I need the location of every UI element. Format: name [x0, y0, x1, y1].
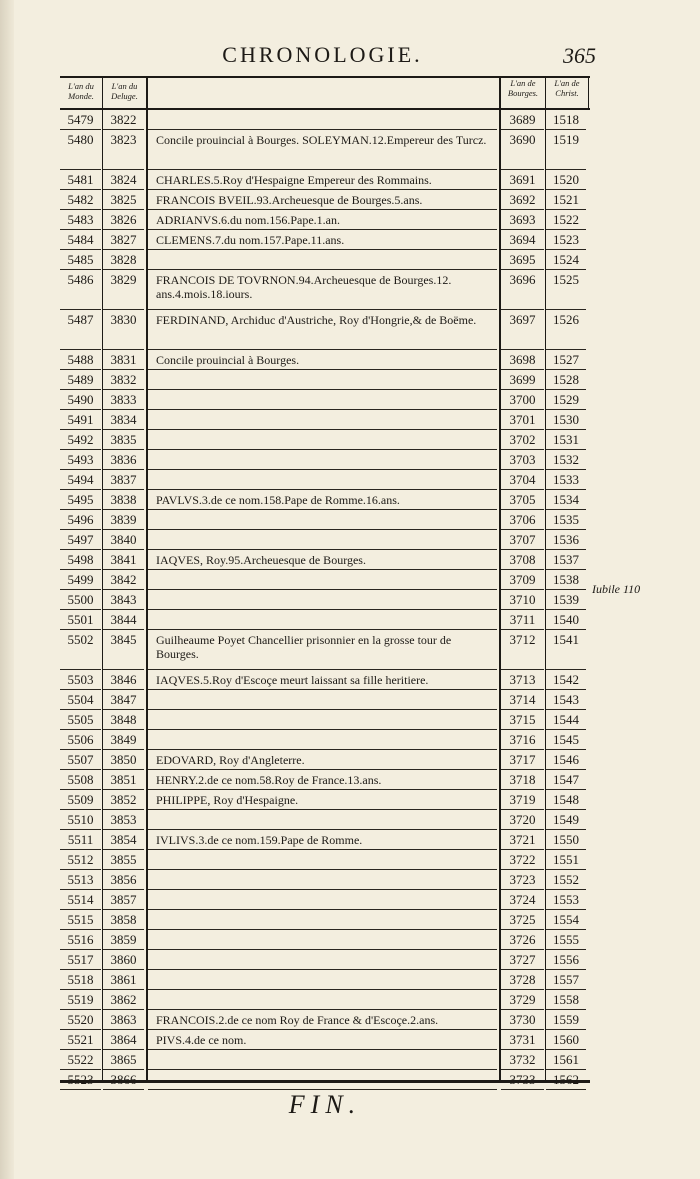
year-christ-cell: 1518 — [546, 110, 586, 130]
table-row — [60, 270, 590, 310]
column-divider — [588, 78, 589, 108]
year-monde-cell: 5483 — [60, 210, 101, 230]
year-deluge-cell: 3847 — [103, 690, 144, 710]
year-deluge-cell: 3853 — [103, 810, 144, 830]
year-christ-cell: 1535 — [546, 510, 586, 530]
year-bourges-cell: 3718 — [501, 770, 544, 790]
table-row — [60, 810, 590, 830]
year-monde-cell: 5502 — [60, 630, 101, 670]
event-cell: IAQVES, Roy.95.Archeuesque de Bourges. — [148, 550, 497, 570]
year-monde-cell: 5522 — [60, 1050, 101, 1070]
event-cell — [148, 250, 497, 270]
table-row — [60, 170, 590, 190]
event-cell: Concile prouincial à Bourges. — [148, 350, 497, 370]
year-bourges-cell: 3725 — [501, 910, 544, 930]
event-cell: CLEMENS.7.du nom.157.Pape.11.ans. — [148, 230, 497, 250]
year-deluge-cell: 3844 — [103, 610, 144, 630]
year-monde-cell: 5486 — [60, 270, 101, 310]
year-christ-cell: 1524 — [546, 250, 586, 270]
event-cell: FERDINAND, Archiduc d'Austriche, Roy d'Hongrie,& de Boëme. — [148, 310, 497, 350]
year-bourges-cell: 3696 — [501, 270, 544, 310]
table-row — [60, 970, 590, 990]
table-row — [60, 390, 590, 410]
table-row — [60, 590, 590, 610]
year-monde-cell: 5497 — [60, 530, 101, 550]
table-row — [60, 1030, 590, 1050]
year-christ-cell: 1522 — [546, 210, 586, 230]
year-deluge-cell: 3849 — [103, 730, 144, 750]
year-monde-cell: 5509 — [60, 790, 101, 810]
event-cell — [148, 1050, 497, 1070]
year-bourges-cell: 3689 — [501, 110, 544, 130]
year-deluge-cell: 3833 — [103, 390, 144, 410]
event-cell — [148, 390, 497, 410]
year-christ-cell: 1548 — [546, 790, 586, 810]
year-christ-cell: 1528 — [546, 370, 586, 390]
table-row — [60, 190, 590, 210]
year-deluge-cell: 3848 — [103, 710, 144, 730]
table-row — [60, 750, 590, 770]
event-cell: IVLIVS.3.de ce nom.159.Pape de Romme. — [148, 830, 497, 850]
year-bourges-cell: 3699 — [501, 370, 544, 390]
page-edge — [0, 0, 14, 1179]
event-cell — [148, 1070, 497, 1090]
table-row — [60, 850, 590, 870]
year-christ-cell: 1553 — [546, 890, 586, 910]
year-bourges-cell: 3701 — [501, 410, 544, 430]
margin-note-jubilee: Iubile 110 — [592, 582, 641, 596]
year-bourges-cell: 3720 — [501, 810, 544, 830]
year-bourges-cell: 3708 — [501, 550, 544, 570]
year-deluge-cell: 3864 — [103, 1030, 144, 1050]
year-monde-cell: 5481 — [60, 170, 101, 190]
header-bourges: L'an de Bourges. — [507, 78, 539, 98]
event-cell — [148, 530, 497, 550]
year-christ-cell: 1519 — [546, 130, 586, 170]
year-bourges-cell: 3729 — [501, 990, 544, 1010]
year-christ-cell: 1521 — [546, 190, 586, 210]
year-deluge-cell: 3866 — [103, 1070, 144, 1090]
year-christ-cell: 1534 — [546, 490, 586, 510]
year-christ-cell: 1541 — [546, 630, 586, 670]
table-row — [60, 910, 590, 930]
year-deluge-cell: 3843 — [103, 590, 144, 610]
year-christ-cell: 1550 — [546, 830, 586, 850]
table-row — [60, 310, 590, 350]
year-bourges-cell: 3722 — [501, 850, 544, 870]
year-bourges-cell: 3733 — [501, 1070, 544, 1090]
year-bourges-cell: 3719 — [501, 790, 544, 810]
event-cell: EDOVARD, Roy d'Angleterre. — [148, 750, 497, 770]
table-row — [60, 410, 590, 430]
event-cell — [148, 370, 497, 390]
year-deluge-cell: 3851 — [103, 770, 144, 790]
year-bourges-cell: 3706 — [501, 510, 544, 530]
event-cell — [148, 450, 497, 470]
year-deluge-cell: 3834 — [103, 410, 144, 430]
year-christ-cell: 1523 — [546, 230, 586, 250]
year-bourges-cell: 3721 — [501, 830, 544, 850]
year-monde-cell: 5484 — [60, 230, 101, 250]
year-christ-cell: 1525 — [546, 270, 586, 310]
year-monde-cell: 5489 — [60, 370, 101, 390]
year-deluge-cell: 3852 — [103, 790, 144, 810]
year-christ-cell: 1527 — [546, 350, 586, 370]
year-monde-cell: 5482 — [60, 190, 101, 210]
year-monde-cell: 5495 — [60, 490, 101, 510]
year-monde-cell: 5515 — [60, 910, 101, 930]
year-deluge-cell: 3845 — [103, 630, 144, 670]
year-deluge-cell: 3826 — [103, 210, 144, 230]
year-christ-cell: 1561 — [546, 1050, 586, 1070]
year-monde-cell: 5496 — [60, 510, 101, 530]
year-bourges-cell: 3723 — [501, 870, 544, 890]
year-christ-cell: 1559 — [546, 1010, 586, 1030]
header-christ: L'an de Christ. — [554, 78, 580, 98]
table-row — [60, 450, 590, 470]
event-cell — [148, 810, 497, 830]
year-monde-cell: 5512 — [60, 850, 101, 870]
year-monde-cell: 5518 — [60, 970, 101, 990]
event-cell: PAVLVS.3.de ce nom.158.Pape de Romme.16.ans. — [148, 490, 497, 510]
table-row — [60, 990, 590, 1010]
year-monde-cell: 5514 — [60, 890, 101, 910]
year-bourges-cell: 3697 — [501, 310, 544, 350]
header-deluge: L'an du Deluge. — [111, 81, 138, 101]
year-bourges-cell: 3711 — [501, 610, 544, 630]
year-christ-cell: 1532 — [546, 450, 586, 470]
year-bourges-cell: 3693 — [501, 210, 544, 230]
year-deluge-cell: 3829 — [103, 270, 144, 310]
event-cell — [148, 930, 497, 950]
event-cell — [148, 470, 497, 490]
table-row — [60, 690, 590, 710]
year-deluge-cell: 3861 — [103, 970, 144, 990]
year-deluge-cell: 3850 — [103, 750, 144, 770]
year-deluge-cell: 3827 — [103, 230, 144, 250]
year-bourges-cell: 3694 — [501, 230, 544, 250]
year-deluge-cell: 3828 — [103, 250, 144, 270]
year-deluge-cell: 3838 — [103, 490, 144, 510]
table-row — [60, 870, 590, 890]
year-monde-cell: 5513 — [60, 870, 101, 890]
event-cell: PHILIPPE, Roy d'Hespaigne. — [148, 790, 497, 810]
year-monde-cell: 5523 — [60, 1070, 101, 1090]
year-deluge-cell: 3858 — [103, 910, 144, 930]
year-christ-cell: 1533 — [546, 470, 586, 490]
year-deluge-cell: 3842 — [103, 570, 144, 590]
table-row — [60, 350, 590, 370]
year-christ-cell: 1545 — [546, 730, 586, 750]
year-monde-cell: 5517 — [60, 950, 101, 970]
year-christ-cell: 1551 — [546, 850, 586, 870]
year-monde-cell: 5492 — [60, 430, 101, 450]
event-cell: FRANCOIS DE TOVRNON.94.Archeuesque de Bourges.12. ans.4.mois.18.iours. — [148, 270, 497, 310]
year-christ-cell: 1526 — [546, 310, 586, 350]
fin-footer: FIN. — [288, 1090, 362, 1119]
year-christ-cell: 1556 — [546, 950, 586, 970]
table-row — [60, 710, 590, 730]
table-row — [60, 890, 590, 910]
event-cell — [148, 990, 497, 1010]
year-deluge-cell: 3822 — [103, 110, 144, 130]
event-cell: FRANCOIS.2.de ce nom Roy de France & d'Escoçe.2.ans. — [148, 1010, 497, 1030]
year-bourges-cell: 3705 — [501, 490, 544, 510]
year-monde-cell: 5503 — [60, 670, 101, 690]
event-cell: Guilheaume Poyet Chancellier prisonnier en la grosse tour de Bourges. — [148, 630, 497, 670]
year-christ-cell: 1560 — [546, 1030, 586, 1050]
year-deluge-cell: 3841 — [103, 550, 144, 570]
table-row — [60, 370, 590, 390]
event-cell — [148, 430, 497, 450]
event-cell — [148, 950, 497, 970]
year-bourges-cell: 3716 — [501, 730, 544, 750]
event-cell — [148, 890, 497, 910]
table-row — [60, 510, 590, 530]
event-cell: FRANCOIS BVEIL.93.Archeuesque de Bourges.5.ans. — [148, 190, 497, 210]
year-bourges-cell: 3692 — [501, 190, 544, 210]
year-monde-cell: 5510 — [60, 810, 101, 830]
year-bourges-cell: 3700 — [501, 390, 544, 410]
event-cell — [148, 610, 497, 630]
table-row — [60, 770, 590, 790]
page-number: 365 — [563, 43, 596, 68]
table-row — [60, 110, 590, 130]
year-christ-cell: 1547 — [546, 770, 586, 790]
year-christ-cell: 1562 — [546, 1070, 586, 1090]
year-monde-cell: 5491 — [60, 410, 101, 430]
year-bourges-cell: 3690 — [501, 130, 544, 170]
year-deluge-cell: 3837 — [103, 470, 144, 490]
event-cell: HENRY.2.de ce nom.58.Roy de France.13.ans. — [148, 770, 497, 790]
year-christ-cell: 1558 — [546, 990, 586, 1010]
year-bourges-cell: 3709 — [501, 570, 544, 590]
year-monde-cell: 5520 — [60, 1010, 101, 1030]
year-bourges-cell: 3714 — [501, 690, 544, 710]
table-row — [60, 950, 590, 970]
year-christ-cell: 1529 — [546, 390, 586, 410]
year-bourges-cell: 3730 — [501, 1010, 544, 1030]
year-monde-cell: 5498 — [60, 550, 101, 570]
table-row — [60, 1010, 590, 1030]
table-row — [60, 490, 590, 510]
table-row — [60, 470, 590, 490]
year-bourges-cell: 3702 — [501, 430, 544, 450]
year-bourges-cell: 3703 — [501, 450, 544, 470]
table-row — [60, 530, 590, 550]
table-row — [60, 1050, 590, 1070]
year-christ-cell: 1544 — [546, 710, 586, 730]
table-row — [60, 210, 590, 230]
chronology-table — [60, 76, 590, 1087]
table-row — [60, 670, 590, 690]
table-row — [60, 790, 590, 810]
year-bourges-cell: 3727 — [501, 950, 544, 970]
year-deluge-cell: 3832 — [103, 370, 144, 390]
year-christ-cell: 1536 — [546, 530, 586, 550]
event-cell — [148, 730, 497, 750]
event-cell — [148, 510, 497, 530]
year-monde-cell: 5494 — [60, 470, 101, 490]
table-row — [60, 550, 590, 570]
year-monde-cell: 5506 — [60, 730, 101, 750]
year-monde-cell: 5507 — [60, 750, 101, 770]
year-christ-cell: 1543 — [546, 690, 586, 710]
year-monde-cell: 5479 — [60, 110, 101, 130]
event-cell — [148, 910, 497, 930]
year-christ-cell: 1531 — [546, 430, 586, 450]
year-monde-cell: 5521 — [60, 1030, 101, 1050]
year-christ-cell: 1549 — [546, 810, 586, 830]
year-deluge-cell: 3835 — [103, 430, 144, 450]
header-monde: L'an du Monde. — [68, 81, 94, 101]
year-deluge-cell: 3840 — [103, 530, 144, 550]
year-deluge-cell: 3836 — [103, 450, 144, 470]
year-bourges-cell: 3713 — [501, 670, 544, 690]
year-christ-cell: 1552 — [546, 870, 586, 890]
year-monde-cell: 5499 — [60, 570, 101, 590]
event-cell: IAQVES.5.Roy d'Escoçe meurt laissant sa fille heritiere. — [148, 670, 497, 690]
year-christ-cell: 1540 — [546, 610, 586, 630]
event-cell — [148, 870, 497, 890]
year-deluge-cell: 3857 — [103, 890, 144, 910]
year-bourges-cell: 3731 — [501, 1030, 544, 1050]
year-christ-cell: 1542 — [546, 670, 586, 690]
year-deluge-cell: 3854 — [103, 830, 144, 850]
table-row — [60, 430, 590, 450]
year-monde-cell: 5516 — [60, 930, 101, 950]
year-christ-cell: 1530 — [546, 410, 586, 430]
year-christ-cell: 1546 — [546, 750, 586, 770]
year-monde-cell: 5487 — [60, 310, 101, 350]
year-bourges-cell: 3717 — [501, 750, 544, 770]
event-cell — [148, 110, 497, 130]
year-bourges-cell: 3691 — [501, 170, 544, 190]
year-monde-cell: 5501 — [60, 610, 101, 630]
year-bourges-cell: 3712 — [501, 630, 544, 670]
year-deluge-cell: 3839 — [103, 510, 144, 530]
year-deluge-cell: 3865 — [103, 1050, 144, 1070]
year-bourges-cell: 3732 — [501, 1050, 544, 1070]
year-deluge-cell: 3846 — [103, 670, 144, 690]
year-deluge-cell: 3825 — [103, 190, 144, 210]
table-row — [60, 930, 590, 950]
table-row — [60, 830, 590, 850]
running-title: CHRONOLOGIE. — [222, 42, 423, 67]
event-cell — [148, 970, 497, 990]
event-cell — [148, 570, 497, 590]
year-deluge-cell: 3856 — [103, 870, 144, 890]
table-row — [60, 630, 590, 670]
year-christ-cell: 1554 — [546, 910, 586, 930]
year-bourges-cell: 3724 — [501, 890, 544, 910]
event-cell — [148, 410, 497, 430]
year-monde-cell: 5490 — [60, 390, 101, 410]
year-monde-cell: 5488 — [60, 350, 101, 370]
year-deluge-cell: 3830 — [103, 310, 144, 350]
year-deluge-cell: 3863 — [103, 1010, 144, 1030]
year-bourges-cell: 3715 — [501, 710, 544, 730]
table-row — [60, 130, 590, 170]
year-deluge-cell: 3823 — [103, 130, 144, 170]
year-bourges-cell: 3698 — [501, 350, 544, 370]
year-christ-cell: 1557 — [546, 970, 586, 990]
event-cell: PIVS.4.de ce nom. — [148, 1030, 497, 1050]
year-deluge-cell: 3860 — [103, 950, 144, 970]
year-deluge-cell: 3859 — [103, 930, 144, 950]
year-christ-cell: 1555 — [546, 930, 586, 950]
year-bourges-cell: 3695 — [501, 250, 544, 270]
table-row — [60, 570, 590, 590]
event-cell: ADRIANVS.6.du nom.156.Pape.1.an. — [148, 210, 497, 230]
event-cell — [148, 710, 497, 730]
event-cell — [148, 690, 497, 710]
year-bourges-cell: 3728 — [501, 970, 544, 990]
table-row — [60, 250, 590, 270]
year-monde-cell: 5504 — [60, 690, 101, 710]
year-monde-cell: 5508 — [60, 770, 101, 790]
year-deluge-cell: 3862 — [103, 990, 144, 1010]
table-row — [60, 730, 590, 750]
event-cell — [148, 590, 497, 610]
year-monde-cell: 5519 — [60, 990, 101, 1010]
year-monde-cell: 5493 — [60, 450, 101, 470]
event-cell — [148, 850, 497, 870]
table-row — [60, 230, 590, 250]
table-row — [60, 610, 590, 630]
year-christ-cell: 1520 — [546, 170, 586, 190]
year-monde-cell: 5480 — [60, 130, 101, 170]
year-deluge-cell: 3831 — [103, 350, 144, 370]
year-christ-cell: 1539 — [546, 590, 586, 610]
year-bourges-cell: 3726 — [501, 930, 544, 950]
event-cell: CHARLES.5.Roy d'Hespaigne Empereur des Rommains. — [148, 170, 497, 190]
year-christ-cell: 1538 — [546, 570, 586, 590]
year-bourges-cell: 3704 — [501, 470, 544, 490]
year-monde-cell: 5511 — [60, 830, 101, 850]
year-deluge-cell: 3855 — [103, 850, 144, 870]
event-cell: Concile prouincial à Bourges. SOLEYMAN.12.Empereur des Turcz. — [148, 130, 497, 170]
year-bourges-cell: 3707 — [501, 530, 544, 550]
year-monde-cell: 5485 — [60, 250, 101, 270]
table-row — [60, 1070, 590, 1090]
year-christ-cell: 1537 — [546, 550, 586, 570]
year-bourges-cell: 3710 — [501, 590, 544, 610]
year-monde-cell: 5505 — [60, 710, 101, 730]
year-deluge-cell: 3824 — [103, 170, 144, 190]
year-monde-cell: 5500 — [60, 590, 101, 610]
